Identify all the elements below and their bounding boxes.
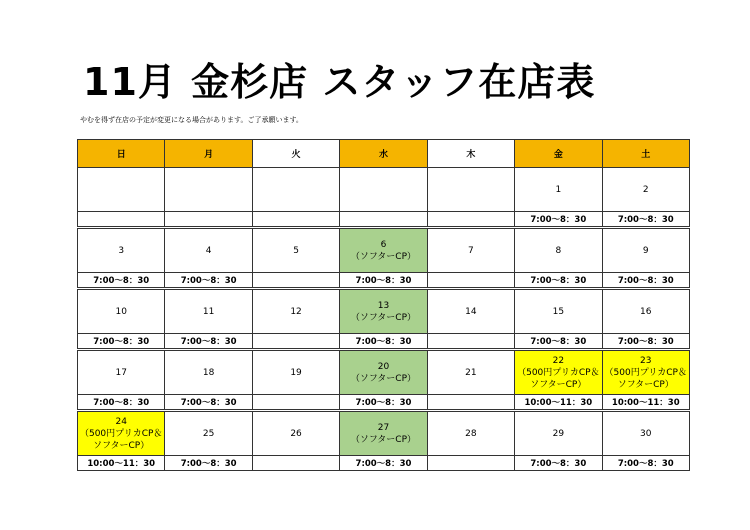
campaign-note: ソフターCP） xyxy=(93,440,150,451)
weekday-header-row xyxy=(78,140,690,168)
page-title: 11月 金杉店 スタッフ在店表 xyxy=(83,60,596,104)
time-cell: 7:00～8：30 xyxy=(602,456,689,471)
time-cell: 10:00～11：30 xyxy=(78,456,165,471)
time-cell: 7:00～8：30 xyxy=(165,273,252,288)
time-cell: 7:00～8：30 xyxy=(602,212,689,227)
campaign-note: ソフターCP） xyxy=(530,379,587,390)
day-cell: 26 xyxy=(252,412,339,456)
day-cell: 30 xyxy=(602,412,689,456)
campaign-note: （500円プリカCP＆ xyxy=(517,367,600,378)
day-cell: 21 xyxy=(427,351,514,395)
day-cell: 12 xyxy=(252,290,339,334)
time-cell xyxy=(252,334,339,349)
time-cell: 7:00～8：30 xyxy=(78,395,165,410)
week-4-times xyxy=(78,395,690,410)
campaign-note: （ソフターCP） xyxy=(350,434,417,445)
week-2-times xyxy=(78,273,690,288)
campaign-note: （ソフターCP） xyxy=(350,373,417,384)
time-cell: 7:00～8：30 xyxy=(515,212,602,227)
time-cell: 7:00～8：30 xyxy=(165,334,252,349)
weekday-wed: 水 xyxy=(340,140,427,168)
time-cell xyxy=(427,456,514,471)
day-cell: 5 xyxy=(252,229,339,273)
day-cell: 9 xyxy=(602,229,689,273)
time-cell: 10:00～11：30 xyxy=(515,395,602,410)
weekday-mon: 月 xyxy=(165,140,252,168)
time-cell xyxy=(427,212,514,227)
time-cell xyxy=(165,212,252,227)
week-3-days xyxy=(78,290,690,334)
time-cell: 7:00～8：30 xyxy=(165,456,252,471)
day-cell xyxy=(252,168,339,212)
day-cell: 7 xyxy=(427,229,514,273)
time-cell xyxy=(427,334,514,349)
day-cell: 17 xyxy=(78,351,165,395)
time-cell: 7:00～8：30 xyxy=(340,334,427,349)
day-cell: 25 xyxy=(165,412,252,456)
day-cell: 15 xyxy=(515,290,602,334)
day-cell-campaign: 27 （ソフターCP） xyxy=(340,412,427,456)
time-cell: 7:00～8：30 xyxy=(340,273,427,288)
time-cell xyxy=(252,456,339,471)
time-cell: 10:00～11：30 xyxy=(602,395,689,410)
day-cell-campaign: 23 （500円プリカCP＆ ソフターCP） xyxy=(602,351,689,395)
time-cell: 7:00～8：30 xyxy=(78,273,165,288)
campaign-note: （ソフターCP） xyxy=(350,251,417,262)
day-cell: 19 xyxy=(252,351,339,395)
day-cell: 4 xyxy=(165,229,252,273)
time-cell xyxy=(340,212,427,227)
day-cell-campaign: 24 （500円プリカCP＆ ソフターCP） xyxy=(78,412,165,456)
time-cell: 7:00～8：30 xyxy=(602,273,689,288)
notice-text: やむを得ず在店の予定が変更になる場合があります。ご了承願います。 xyxy=(80,116,303,124)
weekday-thu: 木 xyxy=(427,140,514,168)
staff-calendar xyxy=(77,139,690,471)
campaign-note: ソフターCP） xyxy=(617,379,674,390)
day-cell-campaign: 20 （ソフターCP） xyxy=(340,351,427,395)
week-5-times xyxy=(78,456,690,471)
day-cell: 3 xyxy=(78,229,165,273)
day-cell-campaign: 22 （500円プリカCP＆ ソフターCP） xyxy=(515,351,602,395)
time-cell xyxy=(427,395,514,410)
day-cell: 1 xyxy=(515,168,602,212)
day-cell: 28 xyxy=(427,412,514,456)
time-cell: 7:00～8：30 xyxy=(515,334,602,349)
time-cell xyxy=(252,212,339,227)
day-cell: 18 xyxy=(165,351,252,395)
time-cell: 7:00～8：30 xyxy=(78,334,165,349)
campaign-note: （500円プリカCP＆ xyxy=(79,428,163,439)
weekday-sat: 土 xyxy=(602,140,689,168)
day-cell: 11 xyxy=(165,290,252,334)
week-1-days xyxy=(78,168,690,212)
day-cell: 8 xyxy=(515,229,602,273)
weekday-sun: 日 xyxy=(78,140,165,168)
day-cell xyxy=(340,168,427,212)
day-cell-campaign: 13 （ソフターCP） xyxy=(340,290,427,334)
day-cell: 2 xyxy=(602,168,689,212)
day-cell: 29 xyxy=(515,412,602,456)
time-cell: 7:00～8：30 xyxy=(165,395,252,410)
time-cell xyxy=(78,212,165,227)
week-1-times xyxy=(78,212,690,227)
day-cell xyxy=(165,168,252,212)
week-2-days xyxy=(78,229,690,273)
day-cell xyxy=(427,168,514,212)
time-cell: 7:00～8：30 xyxy=(340,456,427,471)
weekday-tue: 火 xyxy=(252,140,339,168)
time-cell xyxy=(252,395,339,410)
day-cell: 16 xyxy=(602,290,689,334)
time-cell: 7:00～8：30 xyxy=(602,334,689,349)
week-5-days xyxy=(78,412,690,456)
weekday-fri: 金 xyxy=(515,140,602,168)
time-cell xyxy=(252,273,339,288)
day-cell-campaign: 6 （ソフターCP） xyxy=(340,229,427,273)
day-cell xyxy=(78,168,165,212)
time-cell: 7:00～8：30 xyxy=(515,456,602,471)
day-cell: 14 xyxy=(427,290,514,334)
week-3-times xyxy=(78,334,690,349)
day-cell: 10 xyxy=(78,290,165,334)
campaign-note: （500円プリカCP＆ xyxy=(604,367,687,378)
week-4-days xyxy=(78,351,690,395)
campaign-note: （ソフターCP） xyxy=(350,312,417,323)
time-cell: 7:00～8：30 xyxy=(340,395,427,410)
time-cell xyxy=(427,273,514,288)
time-cell: 7:00～8：30 xyxy=(515,273,602,288)
